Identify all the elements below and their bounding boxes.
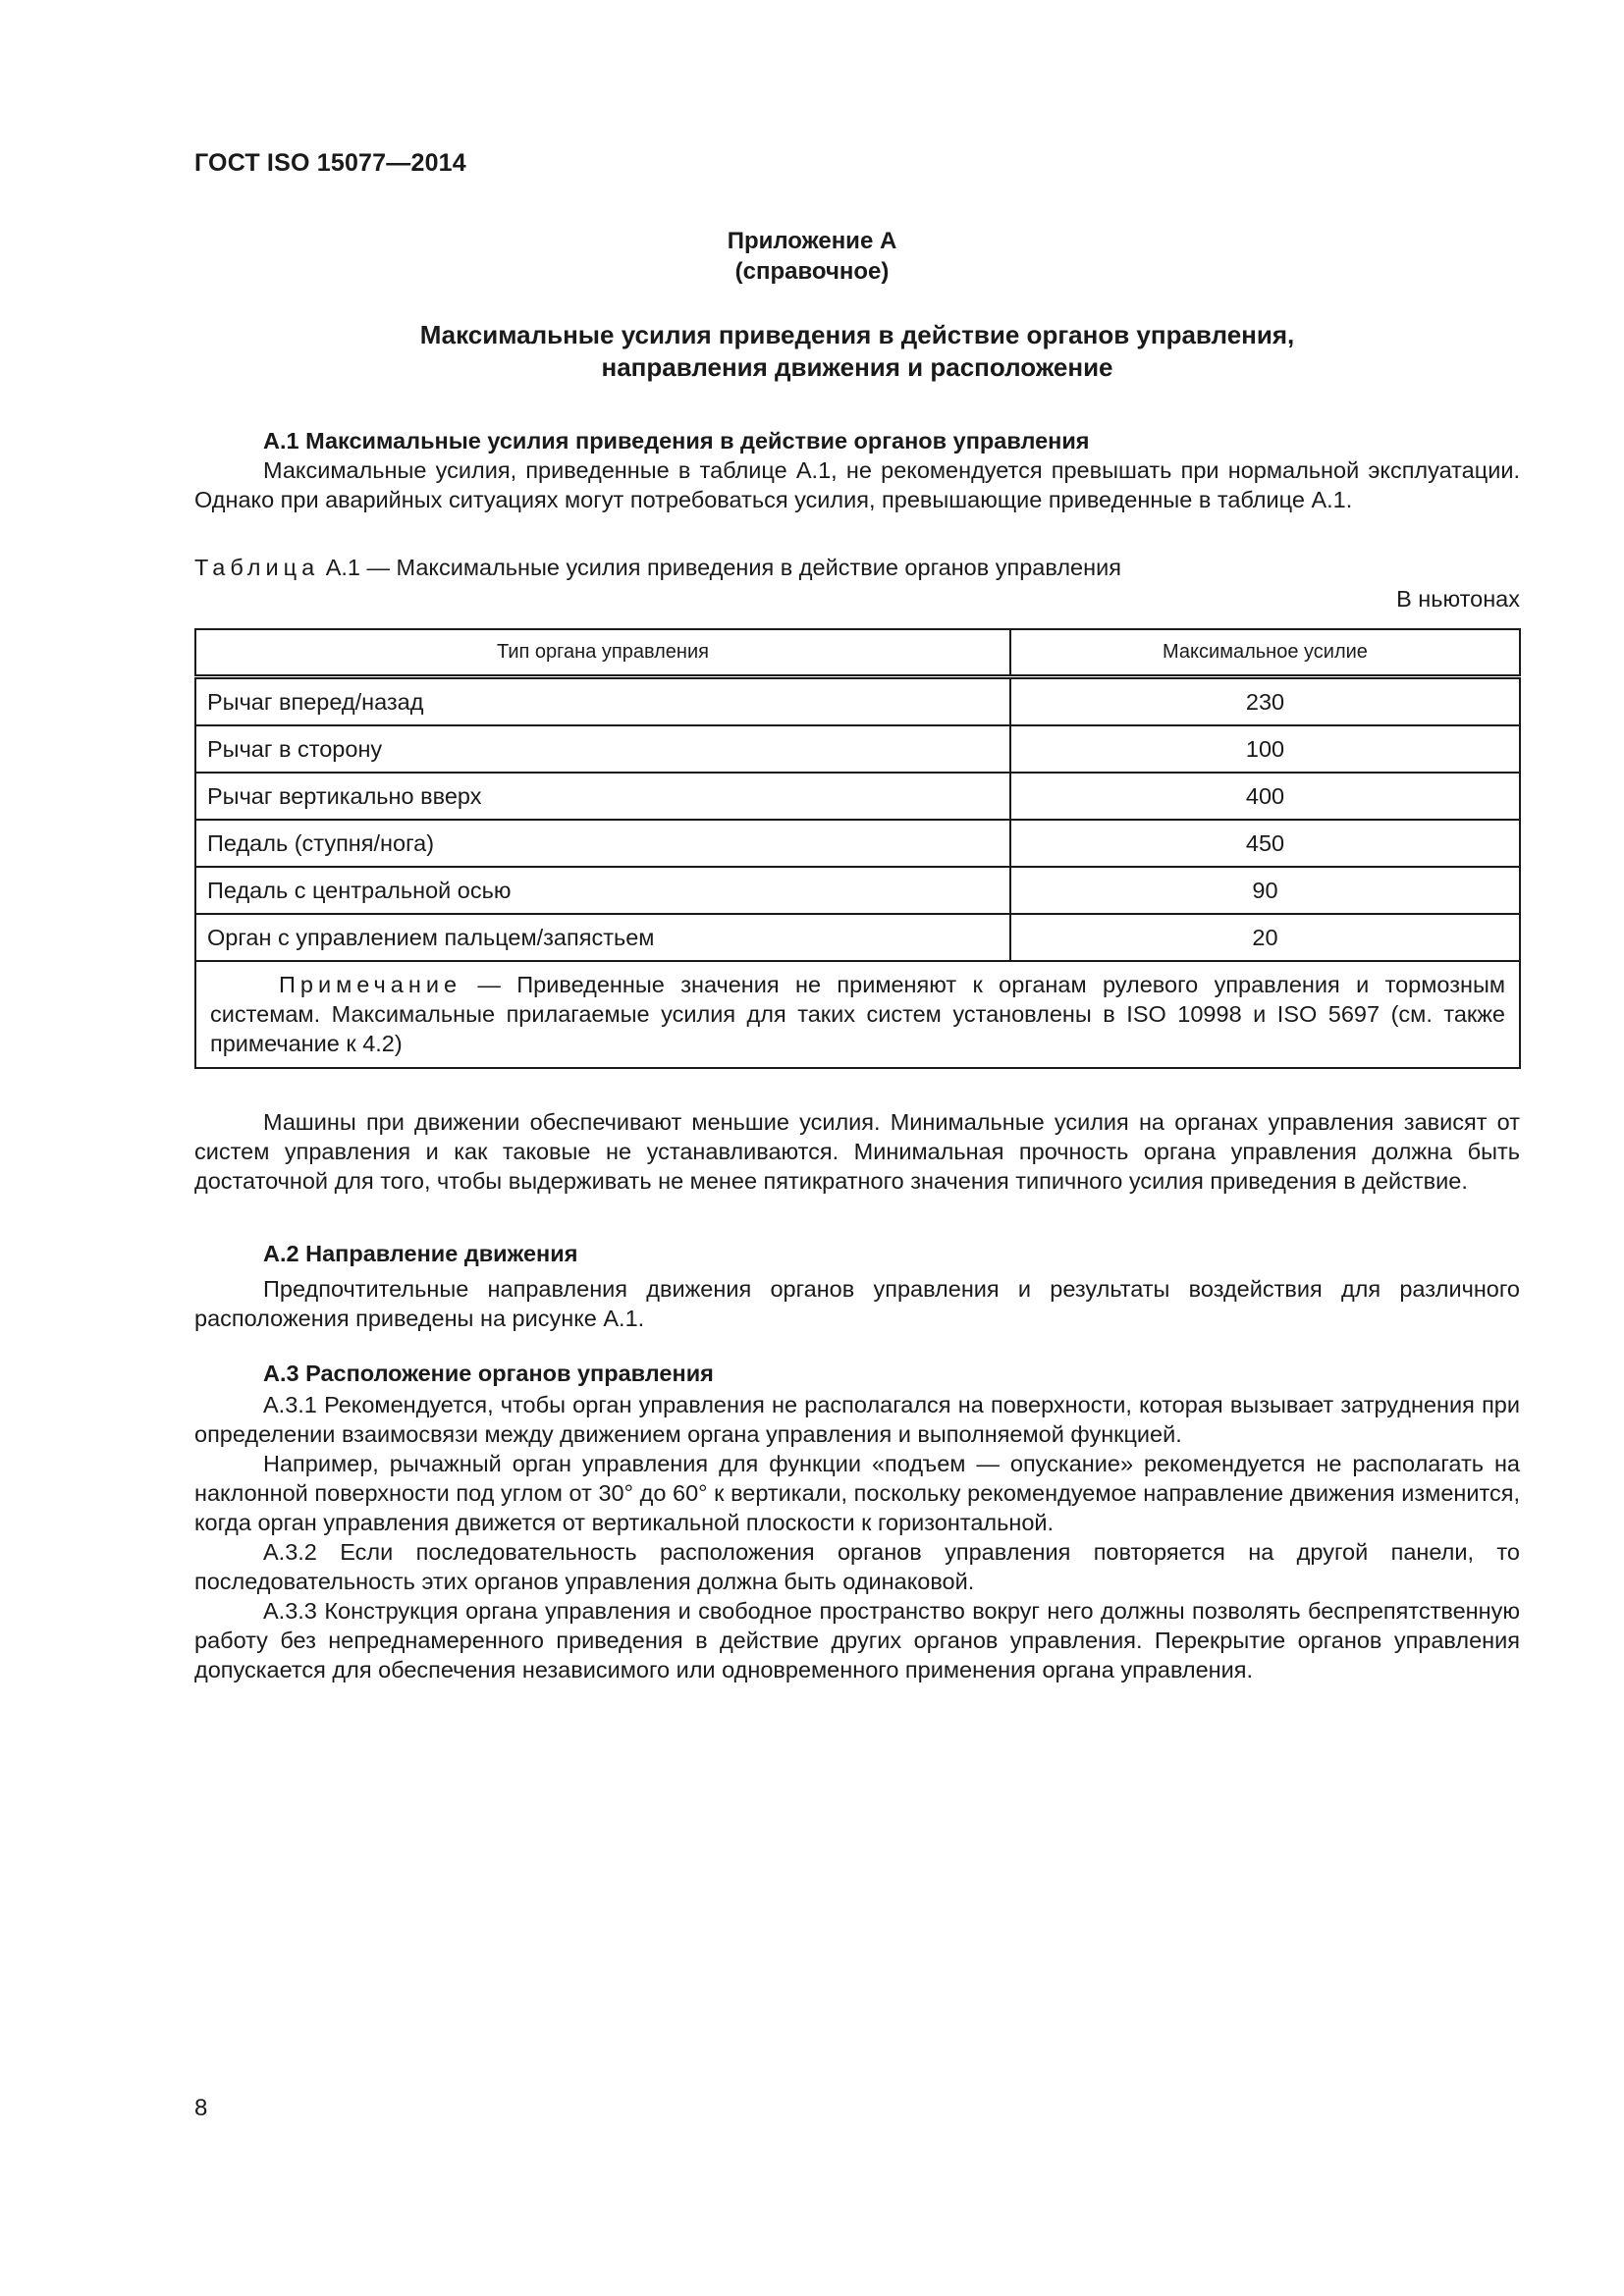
table-header-row bbox=[195, 629, 1520, 677]
annex-main-title bbox=[0, 319, 1624, 384]
section-a3-p3: А.3.2 Если последовательность расположения органов управления повторяется на другой панели, то последовательность этих органов управления должна быть одинаковой. bbox=[194, 1539, 1520, 1594]
annex-kind: (справочное) bbox=[734, 258, 890, 285]
cell-type: Рычаг вперед/назад bbox=[195, 677, 1010, 726]
cell-force: 90 bbox=[1010, 867, 1520, 914]
cell-type: Педаль (ступня/нога) bbox=[195, 820, 1010, 867]
table-caption-label: Таблица bbox=[194, 555, 320, 580]
after-table-paragraph: Машины при движении обеспечивают меньшие усилия. Минимальные усилия на органах управления зависят от систем управления и как таковые не устанавливаются. Минимальная прочность органа управления должна быть достаточной для того, чтобы выдерживать не менее пятикратного значения типичного усилия приведения в действие. bbox=[194, 1109, 1520, 1194]
section-a2-heading: А.2 Направление движения bbox=[263, 1241, 578, 1266]
section-a1 bbox=[194, 426, 1520, 514]
cell-type: Орган с управлением пальцем/запястьем bbox=[195, 914, 1010, 961]
section-a3-p1: А.3.1 Рекомендуется, чтобы орган управления не располагался на поверхности, которая вызывает затруднения при определении взаимосвязи между движением органа управления и выполняемой функцией. bbox=[194, 1392, 1520, 1447]
table-note-row bbox=[195, 961, 1520, 1068]
cell-force: 450 bbox=[1010, 820, 1520, 867]
column-header-type: Тип органа управления bbox=[195, 629, 1010, 677]
document-code: ГОСТ ISO 15077—2014 bbox=[194, 149, 466, 177]
section-a3-heading: А.3 Расположение органов управления bbox=[263, 1361, 714, 1386]
table-row bbox=[195, 820, 1520, 867]
annex-main-title-line2: направления движения и расположение bbox=[601, 352, 1113, 382]
table-row bbox=[195, 725, 1520, 773]
forces-table bbox=[194, 628, 1521, 1069]
table-note-label: Примечание bbox=[279, 972, 462, 997]
annex-title: Приложение А bbox=[727, 228, 897, 254]
cell-type: Рычаг в сторону bbox=[195, 725, 1010, 773]
table-note-text: — Приведенные значения не применяют к органам рулевого управления и тормозным системам. Максимальные прилагаемые усилия для таких систем установлены в ISO 10998 и ISO 5697 (см. также примечание к 4.2) bbox=[210, 972, 1505, 1056]
cell-type: Педаль с центральной осью bbox=[195, 867, 1010, 914]
section-a3-p4: А.3.3 Конструкция органа управления и свободное пространство вокруг него должны позволять беспрепятственную работу без непреднамеренного приведения в действие других органов управления. Перекрытие органов управления допускается для обеспечения независимого или одновременного применения органа управления. bbox=[194, 1598, 1520, 1682]
table-units: В ньютонах bbox=[1396, 586, 1520, 612]
cell-force: 400 bbox=[1010, 773, 1520, 820]
table-row bbox=[195, 677, 1520, 726]
section-a2 bbox=[194, 1239, 1520, 1333]
section-a2-paragraph: Предпочтительные направления движения органов управления и результаты воздействия для различного расположения приведены на рисунке А.1. bbox=[194, 1276, 1520, 1331]
table-row bbox=[195, 867, 1520, 914]
table-note bbox=[195, 961, 1520, 1068]
table-caption bbox=[194, 555, 1121, 581]
after-table-section bbox=[194, 1107, 1520, 1196]
cell-force: 20 bbox=[1010, 914, 1520, 961]
table-row bbox=[195, 914, 1520, 961]
cell-type: Рычаг вертикально вверх bbox=[195, 773, 1010, 820]
section-a1-heading: А.1 Максимальные усилия приведения в действие органов управления bbox=[263, 428, 1090, 454]
page-number: 8 bbox=[194, 2095, 208, 2121]
table-row bbox=[195, 773, 1520, 820]
table-caption-text: А.1 — Максимальные усилия приведения в действие органов управления bbox=[325, 555, 1121, 580]
cell-force: 230 bbox=[1010, 677, 1520, 726]
annex-main-title-line1: Максимальные усилия приведения в действие органов управления, bbox=[419, 320, 1295, 349]
column-header-force: Максимальное усилие bbox=[1010, 629, 1520, 677]
cell-force: 100 bbox=[1010, 725, 1520, 773]
section-a3-p2: Например, рычажный орган управления для функции «подъем — опускание» рекомендуется не располагать на наклонной поверхности под углом от 30° до 60° к вертикали, поскольку рекомендуемое направление движения изменится, когда орган управления движется от вертикальной плоскости к горизонтальной. bbox=[194, 1451, 1520, 1535]
section-a3 bbox=[194, 1359, 1520, 1684]
section-a1-paragraph: Максимальные усилия, приведенные в таблице А.1, не рекомендуется превышать при нормальной эксплуатации. Однако при аварийных ситуациях могут потребоваться усилия, превышающие приведенные в таблице А.1. bbox=[194, 457, 1520, 512]
